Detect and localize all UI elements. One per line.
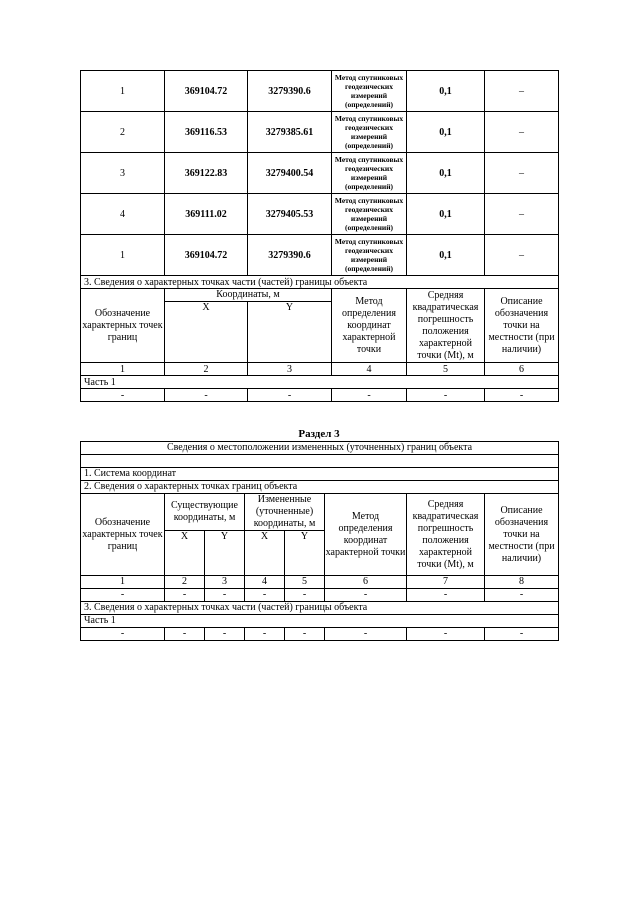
empty-cell: - <box>205 589 245 602</box>
table-title: Сведения о местоположении измененных (уточненных) границ объекта <box>81 442 559 455</box>
point-number: 2 <box>81 112 165 153</box>
description: – <box>485 153 559 194</box>
empty-cell: - <box>407 389 485 402</box>
header-designation: Обозначение характерных точек границ <box>81 494 165 576</box>
coord-y: 3279400.54 <box>248 153 332 194</box>
col-number: 5 <box>285 576 325 589</box>
col-number: 3 <box>248 363 332 376</box>
col-number: 6 <box>325 576 407 589</box>
coord-y: 3279385.61 <box>248 112 332 153</box>
method: Метод спутниковых геодезических измерений (определений) <box>332 153 407 194</box>
section-title: 3. Сведения о характерных точках части (частей) границы объекта <box>81 276 559 289</box>
table-row <box>81 153 559 194</box>
section-heading: Раздел 3 <box>298 428 340 440</box>
empty-cell: - <box>245 628 285 641</box>
table-row <box>81 194 559 235</box>
empty-cell: - <box>325 589 407 602</box>
col-number: 8 <box>485 576 559 589</box>
coord-x: 369122.83 <box>165 153 248 194</box>
empty-cell: - <box>205 628 245 641</box>
coord-x: 369116.53 <box>165 112 248 153</box>
col-number: 1 <box>81 576 165 589</box>
coord-x: 369104.72 <box>165 71 248 112</box>
empty-cell: - <box>245 589 285 602</box>
header-method: Метод определения координат характерной точки <box>325 494 407 576</box>
header-coords: Координаты, м <box>165 289 332 302</box>
col-number: 4 <box>332 363 407 376</box>
coord-system: 1. Система координат <box>81 468 559 481</box>
table-row <box>81 112 559 153</box>
method: Метод спутниковых геодезических измерений (определений) <box>332 112 407 153</box>
col-number: 6 <box>485 363 559 376</box>
empty-cell: - <box>165 589 205 602</box>
coord-x: 369104.72 <box>165 235 248 276</box>
coord-y: 3279390.6 <box>248 235 332 276</box>
col-number: 7 <box>407 576 485 589</box>
changed-boundaries-table <box>80 441 559 641</box>
method: Метод спутниковых геодезических измерений (определений) <box>332 194 407 235</box>
coord-y: 3279390.6 <box>248 71 332 112</box>
col-number: 2 <box>165 363 248 376</box>
col-number: 5 <box>407 363 485 376</box>
description: – <box>485 194 559 235</box>
empty-cell: - <box>165 628 205 641</box>
table-row <box>81 71 559 112</box>
empty-cell: - <box>407 628 485 641</box>
precision: 0,1 <box>407 235 485 276</box>
boundary-points-table <box>80 70 559 402</box>
table-row <box>81 235 559 276</box>
description: – <box>485 235 559 276</box>
header-y: Y <box>205 531 245 576</box>
col-number: 4 <box>245 576 285 589</box>
part-label: Часть 1 <box>81 376 559 389</box>
empty-cell: - <box>285 589 325 602</box>
empty-cell: - <box>81 389 165 402</box>
header-changed: Измененные (уточненные) координаты, м <box>245 494 325 531</box>
header-x: X <box>245 531 285 576</box>
header-precision: Средняя квадратическая погрешность положения характерной точки (Mt), м <box>407 289 485 363</box>
empty-cell: - <box>81 628 165 641</box>
header-description: Описание обозначения точки на местности (при наличии) <box>485 494 559 576</box>
empty-cell: - <box>325 628 407 641</box>
section-title: 2. Сведения о характерных точках границ объекта <box>81 481 559 494</box>
point-number: 1 <box>81 235 165 276</box>
part-label: Часть 1 <box>81 615 559 628</box>
precision: 0,1 <box>407 112 485 153</box>
empty-cell: - <box>485 589 559 602</box>
header-designation: Обозначение характерных точек границ <box>81 289 165 363</box>
empty-cell: - <box>485 389 559 402</box>
coord-x: 369111.02 <box>165 194 248 235</box>
header-method: Метод определения координат характерной точки <box>332 289 407 363</box>
precision: 0,1 <box>407 153 485 194</box>
empty-cell: - <box>248 389 332 402</box>
empty-cell: - <box>81 589 165 602</box>
empty-cell: - <box>485 628 559 641</box>
header-x: X <box>165 302 248 363</box>
empty-cell: - <box>332 389 407 402</box>
section-title: 3. Сведения о характерных точках части (частей) границы объекта <box>81 602 559 615</box>
header-y: Y <box>248 302 332 363</box>
header-precision: Средняя квадратическая погрешность положения характерной точки (Mt), м <box>407 494 485 576</box>
empty-cell: - <box>407 589 485 602</box>
description: – <box>485 71 559 112</box>
method: Метод спутниковых геодезических измерений (определений) <box>332 235 407 276</box>
precision: 0,1 <box>407 71 485 112</box>
col-number: 1 <box>81 363 165 376</box>
empty-cell: - <box>285 628 325 641</box>
point-number: 1 <box>81 71 165 112</box>
point-number: 3 <box>81 153 165 194</box>
header-y: Y <box>285 531 325 576</box>
blank-row <box>81 455 559 468</box>
header-existing: Существующие координаты, м <box>165 494 245 531</box>
empty-cell: - <box>165 389 248 402</box>
point-number: 4 <box>81 194 165 235</box>
col-number: 3 <box>205 576 245 589</box>
precision: 0,1 <box>407 194 485 235</box>
header-description: Описание обозначения точки на местности (при наличии) <box>485 289 559 363</box>
coord-y: 3279405.53 <box>248 194 332 235</box>
col-number: 2 <box>165 576 205 589</box>
description: – <box>485 112 559 153</box>
header-x: X <box>165 531 205 576</box>
method: Метод спутниковых геодезических измерений (определений) <box>332 71 407 112</box>
